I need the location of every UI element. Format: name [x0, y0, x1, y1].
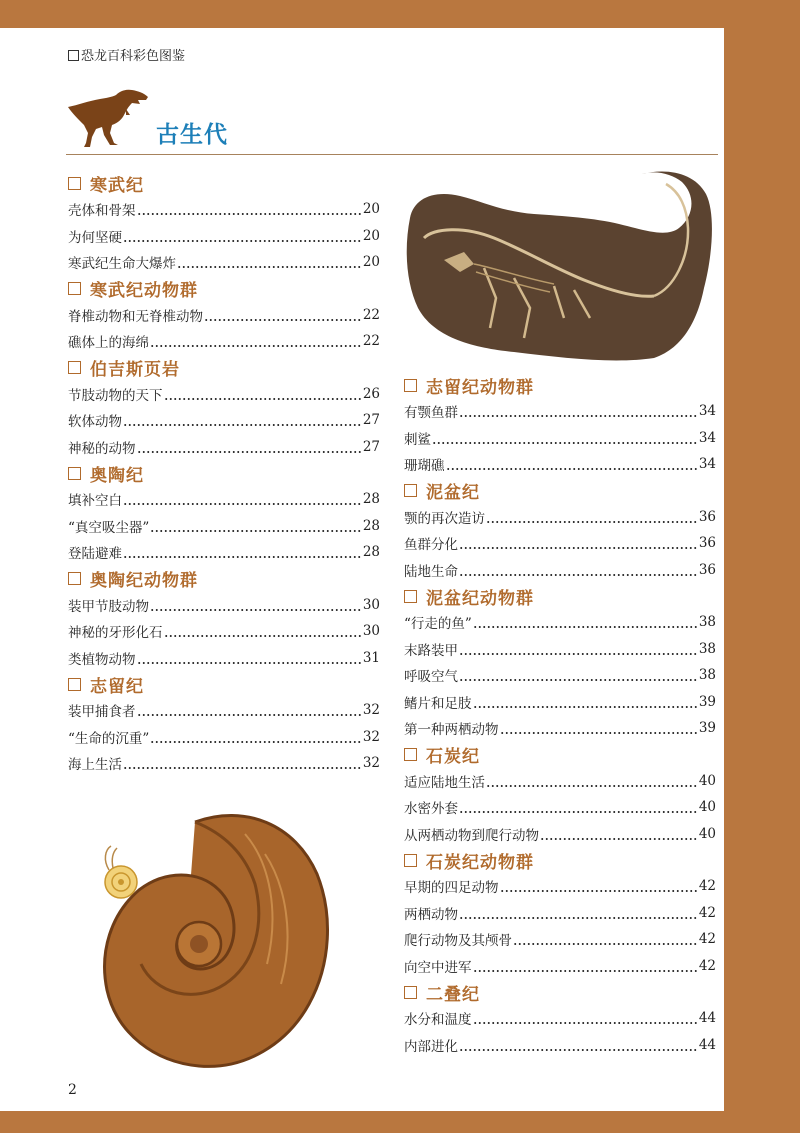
toc-period-heading[interactable]	[404, 742, 716, 768]
toc-left-column	[68, 170, 380, 777]
toc-entry[interactable]	[68, 434, 380, 461]
toc-period-heading[interactable]	[68, 355, 380, 381]
toc-entry-label: 水分和温度	[404, 1012, 472, 1029]
toc-dot-leader	[459, 563, 698, 577]
toc-entry-label: 珊瑚礁	[404, 458, 445, 475]
toc-page-number: 42	[698, 878, 716, 895]
toc-dot-leader	[540, 827, 698, 841]
checkbox-square-icon	[68, 282, 81, 295]
toc-entry-label: 脊椎动物和无脊椎动物	[68, 308, 203, 325]
toc-entry-label: 填补空白	[68, 493, 122, 510]
toc-entry-label: 海上生活	[68, 757, 122, 774]
toc-page-number: 38	[698, 667, 716, 684]
toc-period-heading[interactable]	[68, 170, 380, 196]
toc-entry[interactable]	[68, 486, 380, 513]
checkbox-square-icon	[68, 678, 81, 691]
toc-dot-leader	[513, 932, 698, 946]
toc-period-label: 奥陶纪动物群	[90, 571, 198, 591]
toc-dot-leader	[123, 229, 362, 243]
toc-entry[interactable]	[404, 926, 716, 953]
toc-period-label: 奥陶纪	[90, 465, 144, 486]
checkbox-square-icon	[404, 748, 417, 761]
toc-page-number: 34	[698, 429, 716, 446]
toc-dot-leader	[177, 255, 362, 269]
toc-entry-label: 有颚鱼群	[404, 405, 458, 422]
toc-entry-label: 类植物动物	[68, 651, 136, 668]
toc-entry[interactable]	[68, 724, 380, 751]
toc-entry[interactable]	[68, 407, 380, 434]
toc-page-number: 40	[698, 772, 716, 789]
toc-entry-label: 早期的四足动物	[404, 880, 499, 897]
toc-dot-leader	[164, 387, 362, 401]
toc-dot-leader	[150, 598, 362, 612]
toc-page-number: 36	[698, 508, 716, 525]
page-number: 2	[68, 1082, 77, 1098]
header-box-icon	[68, 50, 79, 61]
toc-period-label: 泥盆纪动物群	[426, 588, 534, 609]
toc-entry[interactable]	[68, 697, 380, 724]
dinosaur-silhouette-icon	[66, 85, 152, 151]
toc-dot-leader	[204, 308, 362, 322]
toc-page-number: 28	[362, 491, 380, 508]
toc-dot-leader	[459, 404, 698, 418]
toc-entry[interactable]	[404, 715, 716, 742]
checkbox-square-icon	[404, 986, 417, 999]
toc-entry-label: 节肢动物的天下	[68, 387, 163, 404]
dinosaur-fossil-image	[404, 168, 716, 364]
toc-dot-leader	[123, 545, 362, 559]
toc-entry-label: 第一种两栖动物	[404, 722, 499, 739]
toc-entry-label: 软体动物	[68, 414, 122, 431]
toc-period-heading[interactable]	[404, 583, 716, 609]
toc-entry[interactable]	[404, 1005, 716, 1032]
toc-entry[interactable]	[404, 873, 716, 900]
toc-entry[interactable]	[68, 513, 380, 540]
toc-page-number: 28	[362, 544, 380, 561]
toc-period-label: 志留纪动物群	[426, 377, 534, 398]
checkbox-square-icon	[68, 467, 81, 480]
toc-entry[interactable]	[68, 618, 380, 645]
toc-entry[interactable]	[404, 425, 716, 452]
toc-dot-leader	[150, 334, 362, 348]
toc-dot-leader	[473, 695, 698, 709]
toc-period-heading[interactable]	[404, 478, 716, 504]
toc-period-heading[interactable]	[68, 566, 380, 592]
toc-page-number: 28	[362, 517, 380, 534]
toc-entry-label: 末路装甲	[404, 642, 458, 659]
toc-entry-label: 内部进化	[404, 1038, 458, 1055]
toc-page-number: 38	[698, 640, 716, 657]
toc-page-number: 44	[698, 1010, 716, 1027]
toc-entry[interactable]	[404, 636, 716, 663]
toc-page-number: 39	[698, 693, 716, 710]
toc-entry-label: 爬行动物及其颅骨	[404, 933, 512, 950]
toc-period-heading[interactable]	[68, 460, 380, 486]
toc-entry[interactable]	[404, 530, 716, 557]
toc-dot-leader	[432, 431, 698, 445]
toc-entry[interactable]	[404, 1032, 716, 1059]
toc-page-number: 27	[362, 438, 380, 455]
toc-page-number: 34	[698, 456, 716, 473]
toc-page-number: 39	[698, 720, 716, 737]
toc-entry[interactable]	[68, 645, 380, 672]
toc-entry[interactable]	[404, 398, 716, 425]
checkbox-square-icon	[68, 572, 81, 585]
toc-entry-label: 壳体和骨架	[68, 203, 136, 220]
toc-entry[interactable]	[404, 953, 716, 980]
toc-entry[interactable]	[68, 328, 380, 355]
checkbox-square-icon	[404, 590, 417, 603]
toc-entry-label: 装甲捕食者	[68, 704, 136, 721]
toc-page-number: 40	[698, 799, 716, 816]
toc-entry[interactable]	[68, 196, 380, 223]
toc-entry-label: 礁体上的海绵	[68, 335, 149, 352]
toc-page-number: 20	[362, 254, 380, 271]
toc-entry-label: 两栖动物	[404, 906, 458, 923]
toc-entry[interactable]	[404, 768, 716, 795]
toc-dot-leader	[459, 1038, 698, 1052]
toc-period-label: 寒武纪动物群	[90, 281, 198, 301]
toc-page-number: 26	[362, 385, 380, 402]
toc-period-label: 石炭纪动物群	[426, 852, 534, 873]
toc-period-label: 石炭纪	[426, 747, 480, 767]
toc-dot-leader	[459, 642, 698, 656]
small-ammonite-drawing	[105, 846, 137, 898]
toc-entry-label: 神秘的牙形化石	[68, 625, 163, 642]
toc-entry-label: “行走的鱼”	[404, 616, 472, 633]
toc-entry-label: 呼吸空气	[404, 669, 458, 686]
book-page	[0, 28, 724, 1111]
toc-page-number: 40	[698, 825, 716, 842]
toc-page-number: 36	[698, 561, 716, 578]
toc-page-number: 22	[362, 333, 380, 350]
toc-page-number: 34	[698, 403, 716, 420]
checkbox-square-icon	[404, 484, 417, 497]
toc-entry-label: 装甲节肢动物	[68, 598, 149, 615]
toc-page-number: 38	[698, 614, 716, 631]
toc-dot-leader	[446, 457, 698, 471]
toc-entry[interactable]	[404, 504, 716, 531]
toc-entry[interactable]	[404, 557, 716, 584]
toc-entry[interactable]	[404, 794, 716, 821]
toc-period-label: 泥盆纪	[426, 483, 480, 503]
checkbox-square-icon	[404, 379, 417, 392]
toc-entry[interactable]	[404, 662, 716, 689]
toc-page-number: 27	[362, 412, 380, 429]
toc-dot-leader	[459, 906, 698, 920]
checkbox-square-icon	[404, 854, 417, 867]
toc-dot-leader	[150, 730, 362, 744]
checkbox-square-icon	[68, 361, 81, 374]
toc-entry-label: 刺鲨	[404, 431, 431, 448]
toc-dot-leader	[500, 721, 698, 735]
toc-entry-label: 颚的再次造访	[404, 510, 485, 527]
toc-dot-leader	[473, 615, 698, 629]
toc-entry[interactable]	[68, 539, 380, 566]
toc-dot-leader	[164, 624, 362, 638]
section-title: 古生代	[156, 122, 228, 148]
toc-dot-leader	[486, 510, 698, 524]
toc-entry-label: 为何坚硬	[68, 229, 122, 246]
toc-entry-label: 从两栖动物到爬行动物	[404, 827, 539, 844]
toc-dot-leader	[473, 1011, 698, 1025]
toc-entry-label: 水密外套	[404, 801, 458, 818]
toc-dot-leader	[137, 703, 362, 717]
toc-dot-leader	[137, 440, 362, 454]
toc-entry[interactable]	[404, 451, 716, 478]
toc-entry[interactable]	[404, 900, 716, 927]
checkbox-square-icon	[68, 177, 81, 190]
toc-period-heading[interactable]	[404, 979, 716, 1005]
toc-entry-label: 适应陆地生活	[404, 774, 485, 791]
toc-period-heading[interactable]	[68, 276, 380, 302]
toc-entry[interactable]	[404, 821, 716, 848]
book-title: 恐龙百科彩色图鉴	[81, 49, 186, 64]
toc-dot-leader	[459, 800, 698, 814]
toc-dot-leader	[123, 413, 362, 427]
toc-page-number: 20	[362, 201, 380, 218]
toc-period-label: 志留纪	[90, 676, 144, 697]
toc-page-number: 20	[362, 227, 380, 244]
toc-page-number: 30	[362, 623, 380, 640]
toc-dot-leader	[123, 756, 362, 770]
toc-page-number: 22	[362, 306, 380, 323]
toc-dot-leader	[123, 492, 362, 506]
toc-dot-leader	[486, 774, 698, 788]
toc-entry[interactable]	[68, 302, 380, 329]
title-divider	[66, 154, 718, 155]
toc-page-number: 32	[362, 728, 380, 745]
toc-right-column	[404, 372, 716, 1058]
toc-page-number: 44	[698, 1036, 716, 1053]
toc-period-heading[interactable]	[404, 847, 716, 873]
running-header	[68, 45, 185, 64]
toc-dot-leader	[459, 668, 698, 682]
toc-entry-label: “真空吸尘器”	[68, 519, 150, 536]
toc-entry-label: 登陆避难	[68, 546, 122, 563]
toc-page-number: 42	[698, 931, 716, 948]
toc-dot-leader	[473, 959, 698, 973]
toc-period-heading[interactable]	[68, 671, 380, 697]
toc-entry-label: 向空中进军	[404, 959, 472, 976]
toc-period-heading[interactable]	[404, 372, 716, 398]
toc-entry-label: 陆地生命	[404, 563, 458, 580]
toc-period-label: 二叠纪	[426, 984, 480, 1005]
toc-dot-leader	[137, 202, 362, 216]
toc-page-number: 32	[362, 702, 380, 719]
toc-dot-leader	[459, 536, 698, 550]
toc-page-number: 42	[698, 904, 716, 921]
toc-entry[interactable]	[68, 223, 380, 250]
toc-entry[interactable]	[68, 249, 380, 276]
toc-entry-label: 神秘的动物	[68, 440, 136, 457]
toc-entry[interactable]	[68, 750, 380, 777]
toc-dot-leader	[137, 651, 362, 665]
ammonite-fossil-image	[95, 794, 335, 1084]
toc-period-label: 伯吉斯页岩	[90, 360, 180, 380]
toc-page-number: 36	[698, 535, 716, 552]
toc-page-number: 32	[362, 755, 380, 772]
toc-entry-label: 鱼群分化	[404, 537, 458, 554]
toc-entry[interactable]	[68, 381, 380, 408]
toc-dot-leader	[150, 519, 362, 533]
toc-entry-label: 鳍片和足肢	[404, 695, 472, 712]
toc-period-label: 寒武纪	[90, 175, 144, 196]
toc-entry[interactable]	[68, 592, 380, 619]
toc-entry-label: 寒武纪生命大爆炸	[68, 256, 176, 273]
toc-page-number: 42	[698, 957, 716, 974]
toc-page-number: 30	[362, 596, 380, 613]
toc-entry[interactable]	[404, 689, 716, 716]
toc-entry-label: “生命的沉重”	[68, 730, 150, 747]
toc-entry[interactable]	[404, 609, 716, 636]
toc-dot-leader	[500, 879, 698, 893]
toc-page-number: 31	[362, 649, 380, 666]
